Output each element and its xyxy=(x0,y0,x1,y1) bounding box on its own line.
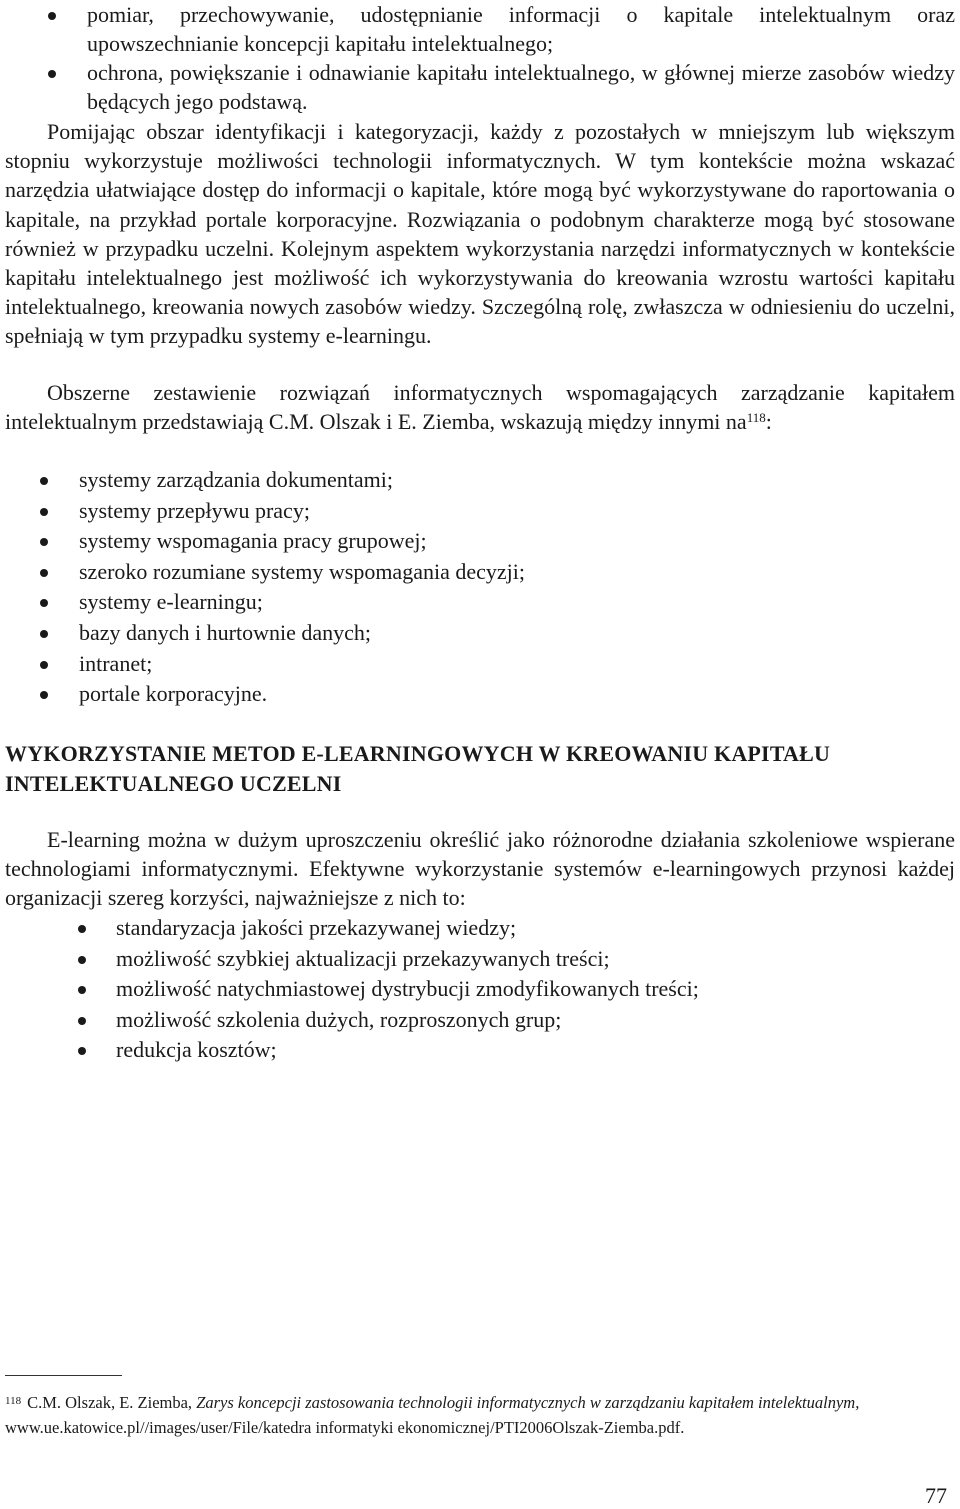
list-item: systemy wspomagania pracy grupowej; xyxy=(5,526,955,557)
bullet-icon xyxy=(40,508,48,516)
body-paragraph: E-learning można w dużym uproszczeniu określić jako różnorodne działania szkoleniowe wspierane technologiami informatycznymi. Efektywne wykorzystanie systemów e-learningowych przynosi każdej organizacji szereg korzyści, najważniejsze z nich to: xyxy=(5,827,955,911)
list-item: możliwość natychmiastowej dystrybucji zmodyfikowanych treści; xyxy=(5,974,955,1005)
list-item: portale korporacyjne. xyxy=(5,679,955,710)
list-item: możliwość szybkiej aktualizacji przekazywanych treści; xyxy=(5,944,955,975)
bullet-icon xyxy=(40,661,48,669)
footnote-url[interactable]: www.ue.katowice.pl//images/user/File/katedra informatyki ekonomicznej/PTI2006Olszak-Ziemba.pdf. xyxy=(5,1417,685,1437)
bullet-icon xyxy=(40,630,48,638)
bullet-icon xyxy=(48,12,56,20)
bullet-icon xyxy=(48,70,56,78)
list-item: systemy zarządzania dokumentami; xyxy=(5,465,955,496)
intro-bullet-list xyxy=(5,0,955,116)
body-paragraph: Pomijając obszar identyfikacji i kategoryzacji, każdy z pozostałych w mniejszym lub większym stopniu wykorzystuje możliwości technologii informatycznych. W tym kontekście można wskazać narzędzia ułatwiające dostęp do informacji o kapitale, które mogą być wykorzystywane do raportowania o kapitale, na przykład portale korporacyjne. Rozwiązania o podobnym charakterze mogą być stosowane również w przypadku uczelni. Kolejnym aspektem wykorzystania narzędzi informatycznych w kontekście kapitału intelektualnego jest możliwość ich wykorzystywania do kreowania wzrostu wartości kapitału intelektualnego, kreowania nowych zasobów wiedzy. Szczególną rolę, zwłaszcza w odniesieniu do uczelni, spełniają w tym przypadku systemy e-learningu. xyxy=(5,119,955,349)
list-item: bazy danych i hurtownie danych; xyxy=(5,618,955,649)
footnote xyxy=(5,1391,955,1440)
systems-list xyxy=(5,465,955,710)
footnote-number: 118 xyxy=(5,1395,22,1407)
list-item: intranet; xyxy=(5,649,955,680)
list-item: ochrona, powiększanie i odnawianie kapitału intelektualnego, w głównej mierze zasobów wiedzy będących jego podstawą. xyxy=(5,58,955,116)
bullet-icon xyxy=(78,986,86,994)
benefits-list xyxy=(5,913,955,1066)
page-number: 77 xyxy=(925,1483,947,1508)
bullet-icon xyxy=(40,599,48,607)
bullet-icon xyxy=(78,956,86,964)
bullet-icon xyxy=(40,477,48,485)
list-item: możliwość szkolenia dużych, rozproszonych grup; xyxy=(5,1005,955,1036)
bullet-icon xyxy=(78,1017,86,1025)
list-item: redukcja kosztów; xyxy=(5,1035,955,1066)
bullet-icon xyxy=(78,1047,86,1055)
list-item: systemy e-learningu; xyxy=(5,587,955,618)
bullet-icon xyxy=(78,925,86,933)
bullet-icon xyxy=(40,538,48,546)
list-item: szeroko rozumiane systemy wspomagania decyzji; xyxy=(5,557,955,588)
footnote-authors: C.M. Olszak, E. Ziemba, xyxy=(27,1393,193,1412)
bullet-icon xyxy=(40,569,48,577)
footnote-separator xyxy=(5,1375,122,1376)
list-item: pomiar, przechowywanie, udostępnianie informacji o kapitale intelektualnym oraz upowszechnianie koncepcji kapitału intelektualnego; xyxy=(5,0,955,58)
bullet-icon xyxy=(40,691,48,699)
footnote-reference[interactable]: 118 xyxy=(746,410,766,426)
section-heading: WYKORZYSTANIE METOD E-LEARNINGOWYCH W KREOWANIU KAPITAŁU INTELEKTUALNEGO UCZELNI xyxy=(5,741,831,796)
body-paragraph: Obszerne zestawienie rozwiązań informatycznych wspomagających zarządzanie kapitałem intelektualnym przedstawiają C.M. Olszak i E. Ziemba, wskazują między innymi na$^{118}$: xyxy=(5,380,955,435)
list-item: systemy przepływu pracy; xyxy=(5,496,955,527)
list-item: standaryzacja jakości przekazywanej wiedzy; xyxy=(5,913,955,944)
footnote-title: Zarys koncepcji zastosowania technologii informatycznych w zarządzaniu kapitałem intelektualnym, xyxy=(196,1393,860,1412)
